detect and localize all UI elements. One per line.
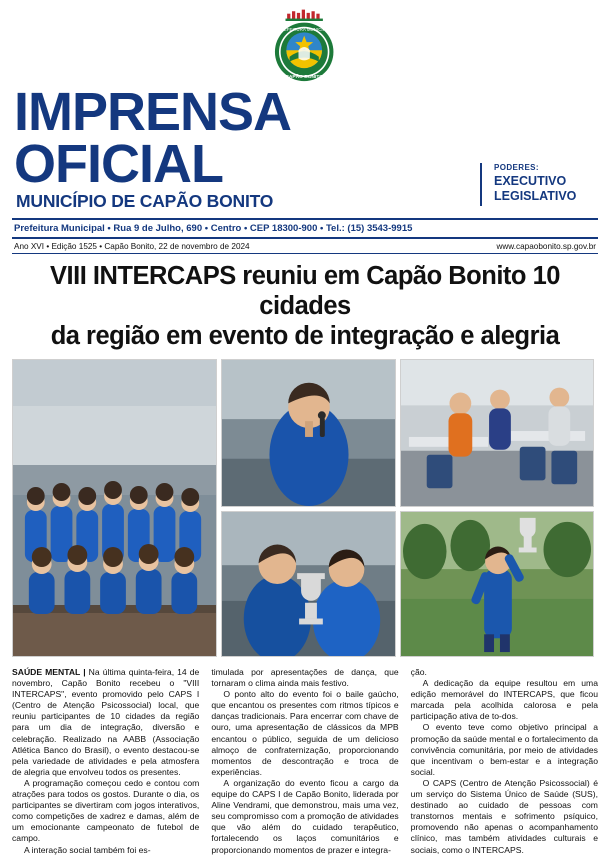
svg-text:CAPÃO BONITO: CAPÃO BONITO xyxy=(285,74,324,80)
article-body xyxy=(12,667,598,856)
photo-man-raising-trophy-outdoor xyxy=(400,511,594,657)
paragraph: A programação começou cedo e contou com atrações para todos os gostos. Durante o dia, os participantes se divertiram com jogos interativos, como competições de xadrez e damas, além de um emocionante campeonato de futebol de campo. xyxy=(12,777,200,844)
paragraph: timulada por apresentações de dança, que tornaram o clima ainda mais festivo. xyxy=(211,667,399,689)
powers-label: PODERES: xyxy=(494,163,539,172)
svg-text:PREFEITURA MUNICIPAL: PREFEITURA MUNICIPAL xyxy=(277,26,331,32)
photo-people-at-tables-indoor xyxy=(400,359,594,507)
article-column-1 xyxy=(12,667,199,856)
masthead xyxy=(12,8,598,254)
paragraph: A organização do evento ficou a cargo da equipe do CAPS I de Capão Bonito, liderada por Aline Vendrami, que demonstrou, mais uma vez, seu compromisso com a promoção de atividades que vão além do cuidado terapêutico, fortalecendo os laços comunitários e proporcionando momentos de prazer e integra- xyxy=(211,777,399,855)
powers-box xyxy=(480,163,598,206)
address-bar: Prefeitura Municipal • Rua 9 de Julho, 690 • Centro • CEP 18300-900 • Tel.: (15) 3543-9915 xyxy=(12,218,598,239)
photo-two-women-holding-trophy xyxy=(221,511,396,657)
photo-speaker-with-microphone xyxy=(221,359,396,507)
masthead-subtitle: MUNICÍPIO DE CAPÃO BONITO xyxy=(16,191,274,211)
article-headline xyxy=(16,261,594,351)
headline-line-2: da região em evento de integração e alegria xyxy=(50,322,560,350)
paragraph: A dedicação da equipe resultou em uma edição memorável do INTERCAPS, que ficou marcada pela acolhida calorosa e pela participação ativa de to-dos. xyxy=(410,678,598,722)
edition-bar xyxy=(12,239,598,254)
article-column-2 xyxy=(211,667,398,856)
page-title: IMPRENSA OFICIAL xyxy=(14,82,290,194)
paragraph-text: Na última quinta-feira, 14 de novembro, Capão Bonito recebeu o "VIII INTERCAPS", evento promovido pelo CAPS I (Centro de Atenção Psicossocial) local, que reuniu participantes de 10 cidades da região para um dia de integração, diversão e celebração. Realizado na AABB (Associação Atlética Banco do Brasil), o evento destacou-se pela variedade de atividades e pela atmosfera de alegria que envolveu todos os presentes. xyxy=(12,667,200,777)
paragraph xyxy=(12,667,199,778)
photo-mosaic xyxy=(12,359,598,657)
paragraph: A interação social também foi es- xyxy=(24,844,151,855)
website-link[interactable]: www.capaobonito.sp.gov.br xyxy=(496,242,596,251)
group-photo-team-blue-shirts xyxy=(12,359,217,657)
paragraph: O CAPS (Centro de Atenção Psicossocial) é um serviço do Sistema Único de Saúde (SUS), destinado ao cuidado de pessoas com transtornos mentais e sofrimento psíquico, promovendo não apenas o acompanhamento clínico, mas também atividades culturais e sociais, como o INTERCAPS. xyxy=(410,777,598,855)
paragraph: O ponto alto do evento foi o baile gaúcho, que encantou os presentes com ritmos típicos e danças tradicionais. Para encerrar com chave de ouro, uma apresentação de clássicos da MPB encantou o público, seguida de um delicioso almoço de confraternização, proporcionando momentos de descontração e troca de experiências. xyxy=(211,689,399,777)
paragraph: O evento teve como objetivo principal a promoção da saúde mental e o fortalecimento da convivência comunitária, por meio de atividades que incentivam o bem-estar e a integração social. xyxy=(410,722,598,777)
power-executivo: EXECUTIVO xyxy=(494,174,567,188)
municipal-crest-icon xyxy=(266,8,344,86)
article-column-3 xyxy=(411,667,598,856)
edition-info: Ano XVI • Edição 1525 • Capão Bonito, 22 de novembro de 2024 xyxy=(14,242,250,251)
power-legislativo: LEGISLATIVO xyxy=(494,189,577,203)
paragraph: ção. xyxy=(410,667,427,677)
article-kicker: SAÚDE MENTAL | xyxy=(12,667,86,677)
headline-line-1: VIII INTERCAPS reuniu em Capão Bonito 10 cidades xyxy=(50,262,560,320)
